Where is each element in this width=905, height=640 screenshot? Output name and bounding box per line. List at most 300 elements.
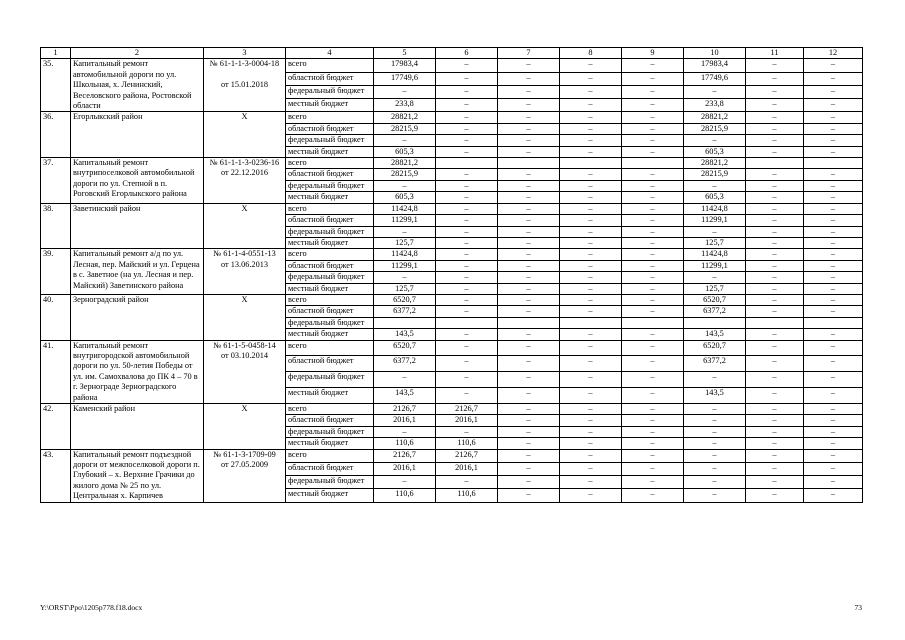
- budget-value: 125,7: [684, 237, 746, 248]
- budget-value: –: [560, 272, 622, 283]
- budget-value: –: [622, 99, 684, 112]
- budget-value: –: [560, 340, 622, 356]
- budget-value: –: [560, 438, 622, 449]
- budget-value: –: [498, 123, 560, 134]
- budget-value: –: [746, 123, 804, 134]
- budget-value: –: [560, 85, 622, 98]
- budget-value: –: [498, 135, 560, 146]
- budget-value: –: [746, 99, 804, 112]
- budget-value: –: [560, 329, 622, 340]
- budget-value: –: [804, 306, 863, 317]
- budget-value: –: [804, 237, 863, 248]
- budget-value: 143,5: [684, 388, 746, 404]
- budget-value: –: [436, 226, 498, 237]
- row-number: 40.: [41, 294, 71, 340]
- budget-value: –: [622, 260, 684, 271]
- budget-source: областной бюджет: [286, 260, 374, 271]
- budget-source: областной бюджет: [286, 169, 374, 180]
- budget-value: –: [746, 272, 804, 283]
- budget-value: –: [622, 226, 684, 237]
- budget-value: 6520,7: [684, 294, 746, 305]
- registration-number: Х: [204, 112, 286, 158]
- budget-value: –: [498, 449, 560, 462]
- budget-value: –: [622, 489, 684, 502]
- budget-value: –: [804, 99, 863, 112]
- budget-value: –: [684, 226, 746, 237]
- budget-value: –: [436, 237, 498, 248]
- budget-source: местный бюджет: [286, 438, 374, 449]
- budget-value: –: [746, 283, 804, 294]
- budget-value: 6377,2: [374, 306, 436, 317]
- budget-value: –: [560, 123, 622, 134]
- budget-value: –: [622, 203, 684, 214]
- budget-value: –: [804, 415, 863, 426]
- budget-value: –: [498, 85, 560, 98]
- budget-value: –: [560, 59, 622, 72]
- budget-value: –: [560, 476, 622, 489]
- budget-value: [746, 158, 804, 169]
- budget-value: –: [498, 272, 560, 283]
- budget-value: –: [436, 192, 498, 203]
- budget-value: –: [746, 294, 804, 305]
- budget-source: федеральный бюджет: [286, 85, 374, 98]
- budget-value: –: [374, 135, 436, 146]
- budget-value: –: [374, 226, 436, 237]
- budget-value: –: [498, 329, 560, 340]
- budget-value: –: [622, 85, 684, 98]
- budget-value: –: [622, 272, 684, 283]
- budget-value: –: [498, 260, 560, 271]
- table-row: [41, 294, 863, 305]
- header-cell-12: 12: [804, 48, 863, 59]
- budget-value: –: [684, 85, 746, 98]
- budget-value: –: [498, 226, 560, 237]
- budget-value: –: [436, 272, 498, 283]
- budget-value: –: [746, 59, 804, 72]
- budget-source: местный бюджет: [286, 99, 374, 112]
- footer-file-path: Y:\ORST\Ppo\1205p778.f18.docx: [40, 603, 143, 612]
- budget-value: –: [804, 146, 863, 157]
- budget-value: –: [684, 489, 746, 502]
- budget-value: –: [498, 340, 560, 356]
- budget-value: –: [804, 112, 863, 123]
- budget-value: –: [374, 476, 436, 489]
- budget-value: –: [622, 192, 684, 203]
- budget-value: 125,7: [684, 283, 746, 294]
- budget-value: 17749,6: [374, 72, 436, 85]
- budget-value: –: [684, 415, 746, 426]
- budget-value: –: [374, 272, 436, 283]
- budget-value: 11299,1: [374, 215, 436, 226]
- budget-value: –: [498, 356, 560, 372]
- budget-value: –: [560, 169, 622, 180]
- budget-value: –: [498, 462, 560, 475]
- budget-value: –: [746, 146, 804, 157]
- budget-value: –: [804, 404, 863, 415]
- budget-value: –: [498, 72, 560, 85]
- budget-value: 233,8: [684, 99, 746, 112]
- row-number: 36.: [41, 112, 71, 158]
- table-row: [41, 203, 863, 214]
- budget-value: –: [804, 260, 863, 271]
- budget-value: –: [622, 112, 684, 123]
- budget-value: 28215,9: [374, 123, 436, 134]
- budget-value: –: [746, 329, 804, 340]
- header-cell-11: 11: [746, 48, 804, 59]
- budget-value: –: [498, 306, 560, 317]
- object-name: Егорлыкский район: [71, 112, 204, 158]
- budget-source: всего: [286, 340, 374, 356]
- budget-value: –: [436, 388, 498, 404]
- budget-value: –: [498, 237, 560, 248]
- budget-value: –: [560, 226, 622, 237]
- budget-value: –: [804, 72, 863, 85]
- budget-value: –: [498, 192, 560, 203]
- header-cell-5: 5: [374, 48, 436, 59]
- budget-value: –: [684, 135, 746, 146]
- budget-value: 110,6: [436, 489, 498, 502]
- budget-value: –: [746, 449, 804, 462]
- budget-value: –: [804, 476, 863, 489]
- budget-value: [560, 317, 622, 328]
- budget-value: 17983,4: [374, 59, 436, 72]
- budget-value: –: [560, 180, 622, 191]
- budget-value: –: [436, 329, 498, 340]
- budget-value: –: [622, 59, 684, 72]
- budget-value: 11424,8: [374, 249, 436, 260]
- budget-value: –: [804, 294, 863, 305]
- budget-value: –: [804, 192, 863, 203]
- budget-value: –: [684, 404, 746, 415]
- budget-value: –: [560, 426, 622, 437]
- budget-value: [804, 317, 863, 328]
- budget-value: [436, 317, 498, 328]
- budget-source: областной бюджет: [286, 72, 374, 85]
- budget-value: –: [622, 283, 684, 294]
- budget-value: –: [746, 372, 804, 388]
- budget-value: 2016,1: [436, 462, 498, 475]
- object-name: Капитальный ремонт подъездной дороги от межпоселковой дороги п. Глубокий – х. Верхние Грачики до жилого дома № 25 по ул. Центральная х. Карпичев: [71, 449, 204, 502]
- budget-value: –: [498, 169, 560, 180]
- header-row: [41, 48, 863, 59]
- budget-value: –: [804, 329, 863, 340]
- budget-value: 11299,1: [374, 260, 436, 271]
- budget-value: 125,7: [374, 283, 436, 294]
- budget-value: –: [498, 249, 560, 260]
- budget-value: –: [436, 340, 498, 356]
- header-cell-2: 2: [71, 48, 204, 59]
- budget-value: –: [436, 426, 498, 437]
- budget-value: –: [498, 283, 560, 294]
- budget-value: –: [684, 426, 746, 437]
- budget-value: –: [804, 203, 863, 214]
- registration-number: № 61-1-3-1709-09 от 27.05.2009: [204, 449, 286, 502]
- budget-source: местный бюджет: [286, 146, 374, 157]
- registration-number: № 61-1-1-3-0236-16 от 22.12.2016: [204, 158, 286, 204]
- budget-value: 11424,8: [684, 203, 746, 214]
- budget-value: [498, 158, 560, 169]
- budget-value: –: [804, 372, 863, 388]
- object-name: Зерноградский район: [71, 294, 204, 340]
- row-number: 43.: [41, 449, 71, 502]
- budget-source: всего: [286, 294, 374, 305]
- budget-source: федеральный бюджет: [286, 226, 374, 237]
- budget-value: 143,5: [684, 329, 746, 340]
- budget-value: –: [746, 135, 804, 146]
- budget-value: –: [560, 489, 622, 502]
- object-name: Капитальный ремонт а/д по ул. Лесная, пер. Майский и ул. Герцена в с. Заветное (на ул. Лесная и пер. Майский) Заветинского района: [71, 249, 204, 295]
- budget-value: –: [436, 99, 498, 112]
- budget-value: –: [746, 249, 804, 260]
- table-row: [41, 340, 863, 356]
- budget-value: –: [804, 59, 863, 72]
- budget-value: –: [436, 146, 498, 157]
- budget-value: –: [560, 72, 622, 85]
- budget-value: –: [498, 146, 560, 157]
- budget-value: –: [684, 272, 746, 283]
- budget-value: –: [436, 85, 498, 98]
- budget-value: 17983,4: [684, 59, 746, 72]
- budget-value: 2016,1: [436, 415, 498, 426]
- budget-value: 143,5: [374, 329, 436, 340]
- budget-value: 605,3: [374, 146, 436, 157]
- budget-value: 2016,1: [374, 462, 436, 475]
- budget-value: –: [622, 237, 684, 248]
- budget-value: 11424,8: [684, 249, 746, 260]
- budget-value: –: [560, 237, 622, 248]
- budget-value: –: [436, 59, 498, 72]
- budget-table: [40, 47, 863, 503]
- budget-value: –: [560, 249, 622, 260]
- budget-value: –: [746, 72, 804, 85]
- budget-value: 28821,2: [374, 158, 436, 169]
- budget-value: –: [498, 438, 560, 449]
- budget-value: 6520,7: [374, 294, 436, 305]
- budget-value: –: [804, 123, 863, 134]
- budget-value: 605,3: [684, 146, 746, 157]
- row-number: 35.: [41, 59, 71, 112]
- budget-value: –: [622, 180, 684, 191]
- budget-value: –: [622, 146, 684, 157]
- budget-value: –: [746, 112, 804, 123]
- budget-source: федеральный бюджет: [286, 476, 374, 489]
- budget-value: [560, 158, 622, 169]
- budget-value: –: [498, 215, 560, 226]
- budget-value: –: [804, 169, 863, 180]
- budget-value: –: [436, 180, 498, 191]
- budget-source: областной бюджет: [286, 462, 374, 475]
- budget-value: –: [746, 169, 804, 180]
- budget-value: 110,6: [374, 438, 436, 449]
- registration-number: № 61-1-4-0551-13 от 13.06.2013: [204, 249, 286, 295]
- budget-value: –: [804, 388, 863, 404]
- budget-value: –: [560, 135, 622, 146]
- budget-source: всего: [286, 59, 374, 72]
- budget-value: –: [746, 476, 804, 489]
- budget-value: –: [436, 72, 498, 85]
- budget-value: –: [436, 372, 498, 388]
- budget-value: 11299,1: [684, 260, 746, 271]
- budget-value: –: [560, 99, 622, 112]
- budget-value: –: [746, 404, 804, 415]
- budget-value: [436, 158, 498, 169]
- budget-source: местный бюджет: [286, 489, 374, 502]
- budget-value: –: [436, 215, 498, 226]
- budget-value: 2126,7: [436, 449, 498, 462]
- object-name: Капитальный ремонт автомобильной дороги по ул. Школьная, х. Ленинский, Веселовского района, Ростовской области: [71, 59, 204, 112]
- budget-value: –: [622, 72, 684, 85]
- budget-value: –: [804, 215, 863, 226]
- budget-value: –: [498, 294, 560, 305]
- budget-value: –: [436, 203, 498, 214]
- budget-source: областной бюджет: [286, 215, 374, 226]
- budget-value: –: [622, 356, 684, 372]
- budget-source: областной бюджет: [286, 356, 374, 372]
- budget-value: –: [560, 404, 622, 415]
- budget-value: –: [622, 438, 684, 449]
- budget-value: 11424,8: [374, 203, 436, 214]
- budget-source: федеральный бюджет: [286, 317, 374, 328]
- budget-value: –: [746, 388, 804, 404]
- budget-value: –: [804, 426, 863, 437]
- budget-value: –: [498, 112, 560, 123]
- budget-source: федеральный бюджет: [286, 180, 374, 191]
- budget-value: –: [622, 462, 684, 475]
- registration-number: Х: [204, 294, 286, 340]
- budget-value: –: [560, 203, 622, 214]
- budget-source: областной бюджет: [286, 123, 374, 134]
- budget-value: –: [560, 372, 622, 388]
- budget-value: –: [498, 489, 560, 502]
- budget-value: –: [374, 180, 436, 191]
- object-name: Капитальный ремонт внутригородской автомобильной дороги по ул. 50-летия Победы от ул. им. Самохвалова до ПК 4 – 70 в г. Зернограде Зерноградского района: [71, 340, 204, 403]
- budget-value: –: [622, 476, 684, 489]
- budget-value: 6377,2: [374, 356, 436, 372]
- budget-source: федеральный бюджет: [286, 135, 374, 146]
- budget-value: –: [622, 388, 684, 404]
- object-name: Каменский район: [71, 404, 204, 450]
- budget-source: всего: [286, 404, 374, 415]
- registration-number: Х: [204, 404, 286, 450]
- budget-value: –: [804, 226, 863, 237]
- table-row: [41, 158, 863, 169]
- budget-value: –: [560, 449, 622, 462]
- budget-source: областной бюджет: [286, 415, 374, 426]
- budget-source: местный бюджет: [286, 283, 374, 294]
- budget-value: 2126,7: [436, 404, 498, 415]
- budget-value: 17749,6: [684, 72, 746, 85]
- budget-value: –: [746, 438, 804, 449]
- budget-value: 28821,2: [684, 158, 746, 169]
- budget-value: 605,3: [684, 192, 746, 203]
- budget-value: 143,5: [374, 388, 436, 404]
- budget-value: –: [622, 215, 684, 226]
- budget-value: 6377,2: [684, 356, 746, 372]
- budget-value: –: [804, 180, 863, 191]
- budget-value: [498, 317, 560, 328]
- budget-source: местный бюджет: [286, 329, 374, 340]
- budget-value: 110,6: [374, 489, 436, 502]
- budget-value: –: [436, 283, 498, 294]
- budget-value: –: [746, 192, 804, 203]
- budget-value: [684, 317, 746, 328]
- budget-value: –: [560, 260, 622, 271]
- budget-source: всего: [286, 158, 374, 169]
- row-number: 41.: [41, 340, 71, 403]
- budget-value: –: [436, 294, 498, 305]
- budget-value: 2126,7: [374, 404, 436, 415]
- budget-value: –: [622, 169, 684, 180]
- budget-value: –: [622, 294, 684, 305]
- budget-value: –: [498, 415, 560, 426]
- budget-value: –: [746, 426, 804, 437]
- budget-value: –: [622, 249, 684, 260]
- budget-value: –: [374, 85, 436, 98]
- budget-value: 110,6: [436, 438, 498, 449]
- budget-source: всего: [286, 249, 374, 260]
- budget-value: [622, 317, 684, 328]
- budget-value: –: [622, 306, 684, 317]
- header-cell-4: 4: [286, 48, 374, 59]
- registration-number: № 61-1-5-0458-14 от 03.10.2014: [204, 340, 286, 403]
- budget-value: –: [746, 226, 804, 237]
- header-cell-9: 9: [622, 48, 684, 59]
- budget-value: 28215,9: [684, 123, 746, 134]
- header-cell-6: 6: [436, 48, 498, 59]
- budget-value: –: [560, 112, 622, 123]
- budget-source: всего: [286, 112, 374, 123]
- budget-value: –: [684, 438, 746, 449]
- budget-value: [374, 317, 436, 328]
- budget-value: –: [498, 203, 560, 214]
- budget-value: –: [498, 388, 560, 404]
- budget-value: –: [560, 306, 622, 317]
- budget-value: –: [436, 112, 498, 123]
- budget-value: –: [746, 356, 804, 372]
- budget-value: 28215,9: [684, 169, 746, 180]
- budget-value: –: [498, 180, 560, 191]
- budget-value: –: [498, 372, 560, 388]
- table-row: [41, 404, 863, 415]
- budget-value: –: [374, 426, 436, 437]
- budget-value: –: [684, 462, 746, 475]
- budget-value: –: [804, 283, 863, 294]
- row-number: 37.: [41, 158, 71, 204]
- budget-value: –: [684, 180, 746, 191]
- budget-value: –: [560, 462, 622, 475]
- budget-value: –: [622, 340, 684, 356]
- header-cell-3: 3: [204, 48, 286, 59]
- budget-source: местный бюджет: [286, 237, 374, 248]
- budget-value: –: [498, 476, 560, 489]
- budget-source: федеральный бюджет: [286, 426, 374, 437]
- budget-value: –: [498, 59, 560, 72]
- registration-number: Х: [204, 203, 286, 249]
- table-row: [41, 249, 863, 260]
- budget-value: –: [804, 272, 863, 283]
- budget-value: –: [746, 203, 804, 214]
- budget-value: –: [560, 388, 622, 404]
- header-cell-7: 7: [498, 48, 560, 59]
- budget-value: –: [622, 329, 684, 340]
- budget-value: –: [436, 306, 498, 317]
- budget-value: 233,8: [374, 99, 436, 112]
- budget-value: –: [746, 462, 804, 475]
- budget-value: 28215,9: [374, 169, 436, 180]
- budget-value: –: [804, 249, 863, 260]
- row-number: 42.: [41, 404, 71, 450]
- budget-value: –: [746, 489, 804, 502]
